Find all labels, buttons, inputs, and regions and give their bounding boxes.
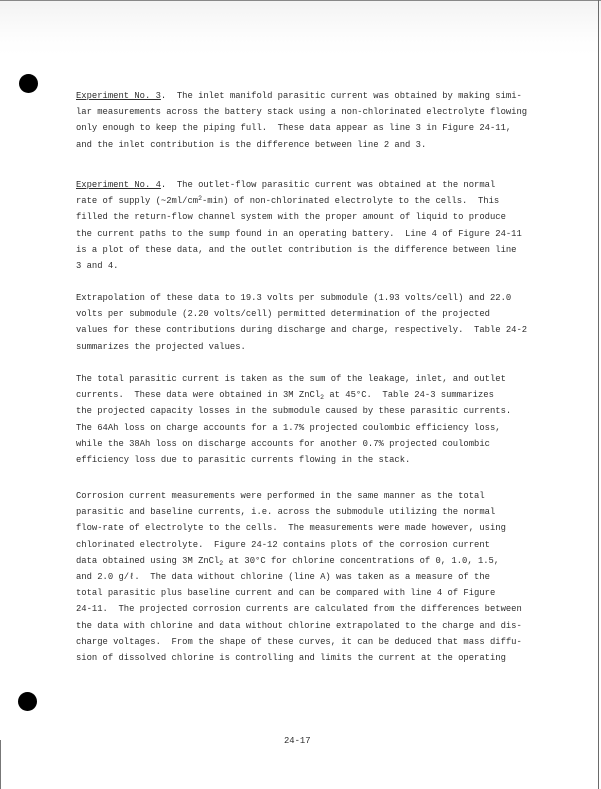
scan-top-margin: [0, 0, 601, 55]
paragraph-experiment-4: Experiment No. 4. The outlet-flow parasitic current was obtained at the normal rate of supply $(\sim 2ml/cm^2-\min)$ of non-chlorinated electrolyte to the cells. This filled the return-flow channel system with the proper amount of liquid to produce the current paths to the sump found in an operating battery. Line 4 of Figure 24-11 is a plot of these data, and the outlet contribution is the difference between line 3 and 4.: [76, 180, 522, 272]
heading-experiment-3: Experiment No. 3: [76, 91, 161, 101]
page-edge-right: [598, 0, 599, 789]
binder-hole-bottom: [18, 692, 37, 711]
paragraph-corrosion: Corrosion current measurements were performed in the same manner as the total parasitic and baseline currents, i.e. across the submodule utilizing the normal flow-rate of electrolyte to the cells. The measurements were made however, using chlorinated electrolyte. Figure 24-12 contains plots of the corrosion current data obtained using 3M ZnCl$_2$ at 30°C for chlorine concentrations of 0, 1.0, 1.5, and 2.0 g/ℓ. The data without chlorine (line A) was taken as a measure of the total parasitic plus baseline current and can be compared with line 4 of Figure 24-11. The projected corrosion currents are calculated from the differences between the data with chlorine and data without chlorine extrapolated to the charge and dis- charge voltages. From the shape of these curves, it can be deduced that mass diffu- sion of dissolved chlorine is controlling and limits the current at the operating: [76, 491, 522, 664]
page-edge-top: [0, 0, 601, 1]
paragraph-extrapolation: Extrapolation of these data to 19.3 volts per submodule (1.93 volts/cell) and 22.0 volts per submodule (2.20 volts/cell) permitted determination of the projected values for these contributions during discharge and charge, respectively. Table 24-2 summarizes the projected values.: [76, 293, 528, 352]
paragraph-total-parasitic: The total parasitic current is taken as the sum of the leakage, inlet, and outlet currents. These data were obtained in 3M ZnCl$_2$ at 45°C. Table 24-3 summarizes the projected capacity losses in the submodule caused by these parasitic currents. The 64Ah loss on charge accounts for a 1.7% projected coulombic efficiency loss, while the 38Ah loss on discharge accounts for another 0.7% projected coulombic efficiency loss due to parasitic currents flowing in the stack.: [76, 374, 512, 466]
page-edge-left: [0, 740, 1, 789]
paragraph-experiment-3: Experiment No. 3. The inlet manifold parasitic current was obtained by making simi- lar measurements across the battery stack using a non-chlorinated electrolyte flowing only enough to keep the piping full. These data appear as line 3 in Figure 24-11, and the inlet contribution is the difference between line 2 and 3.: [76, 91, 528, 150]
page-number: 24-17: [284, 736, 311, 746]
binder-hole-top: [19, 74, 38, 93]
heading-experiment-4: Experiment No. 4: [76, 180, 161, 190]
